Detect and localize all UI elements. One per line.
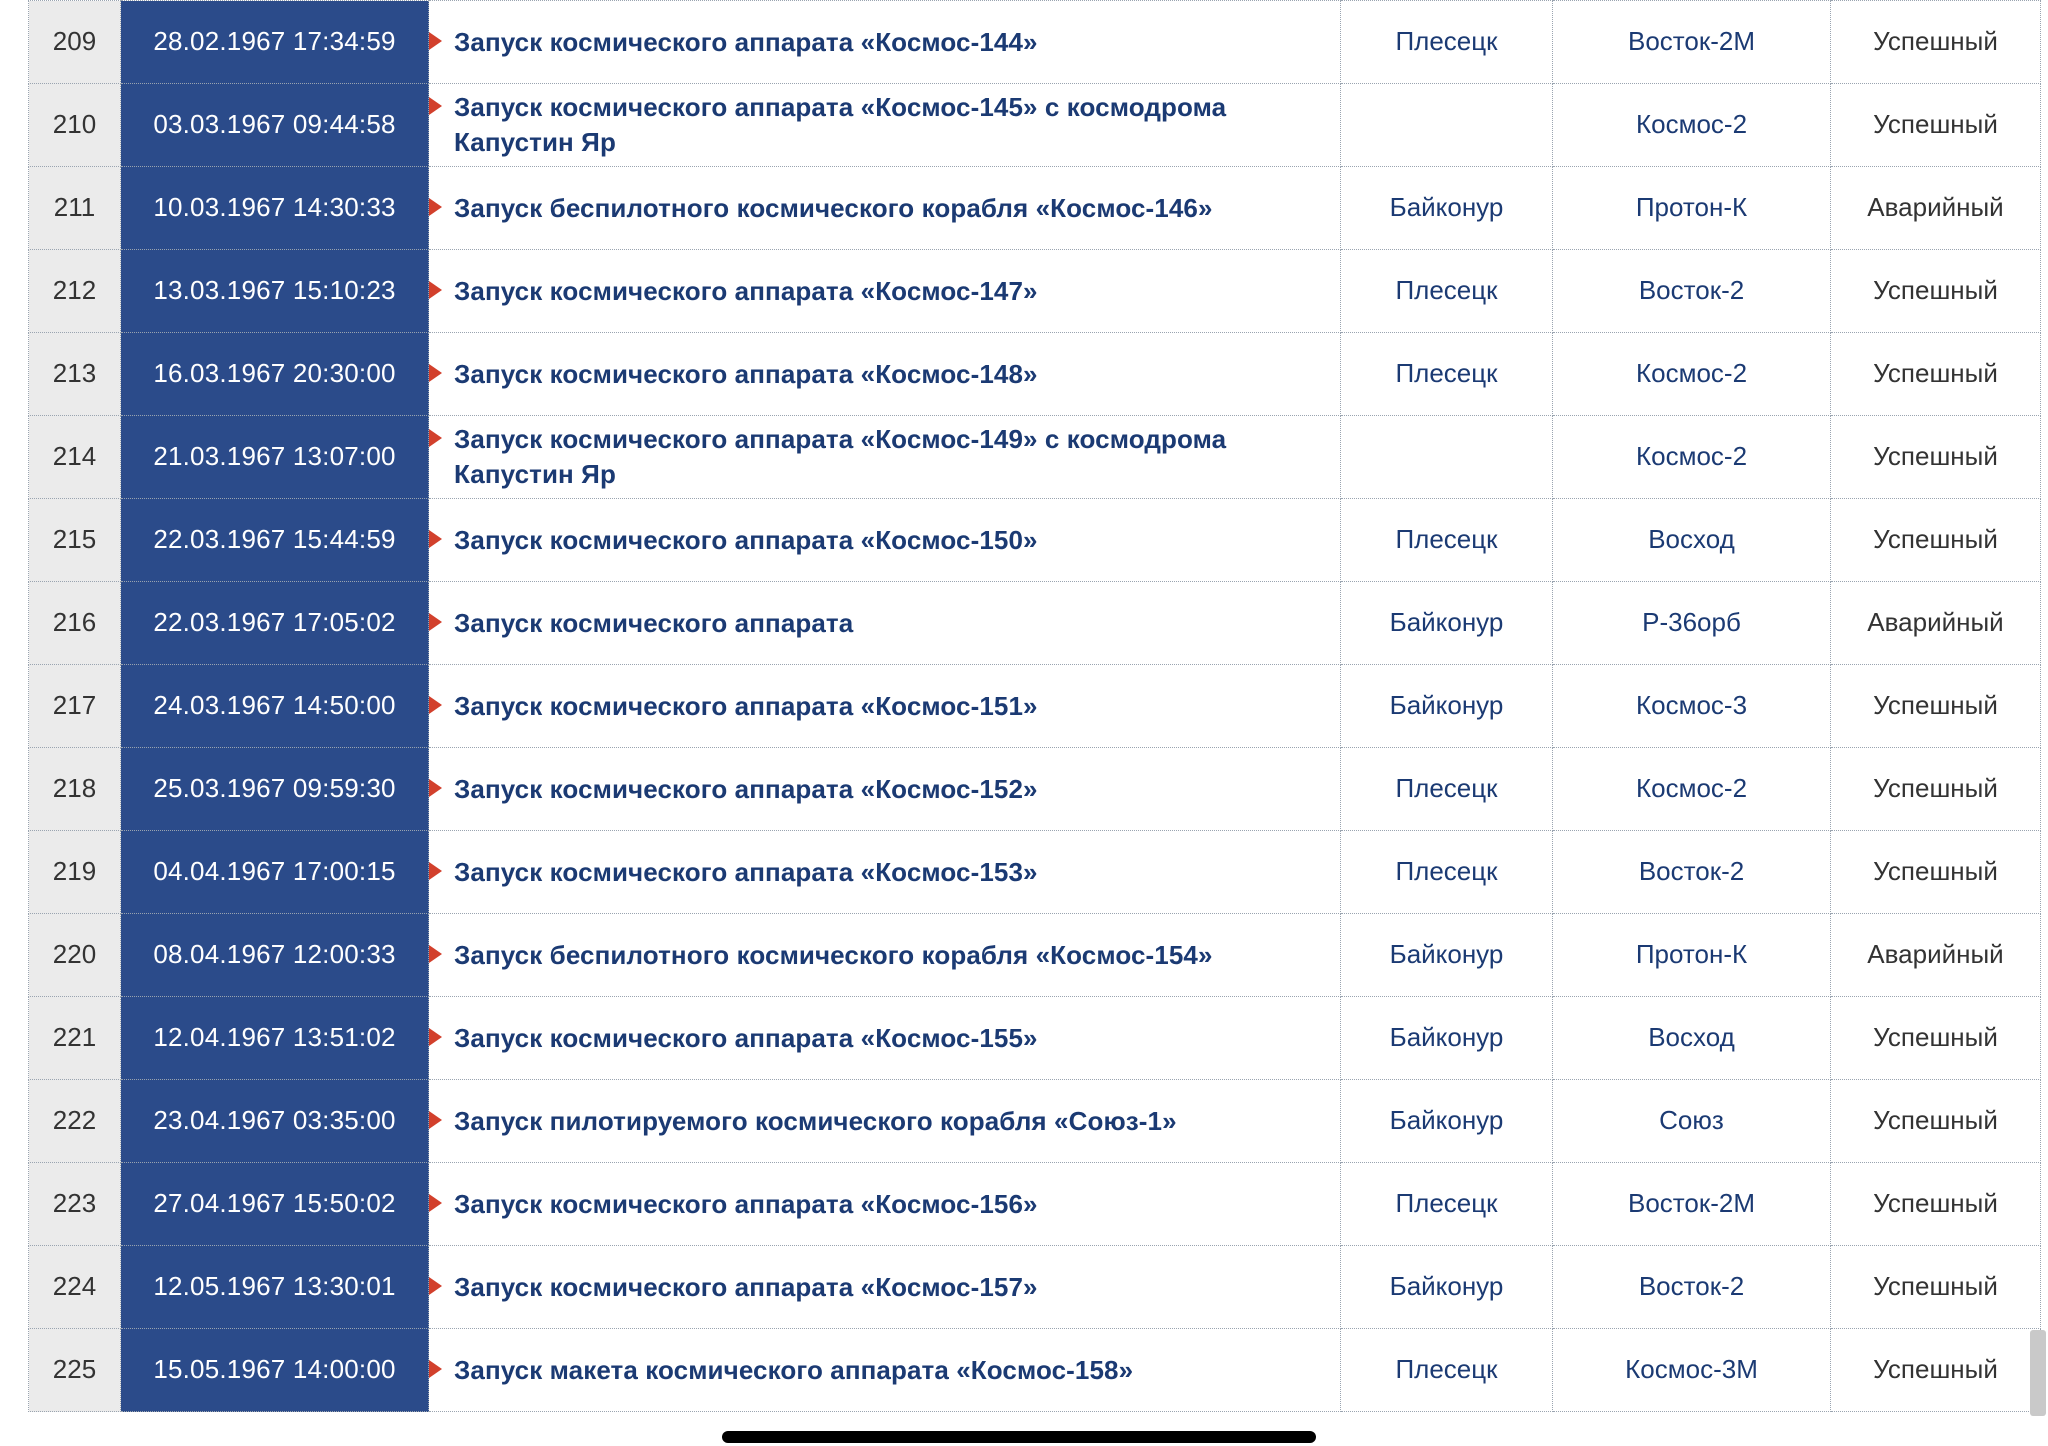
result-cell: Успешный [1831,1,2041,84]
rocket-cell[interactable]: Восход [1553,499,1831,582]
datetime-cell: 08.04.1967 12:00:33 [121,914,429,997]
event-link[interactable]: Запуск космического аппарата «Космос-156» [454,1188,1038,1219]
result-cell: Успешный [1831,997,2041,1080]
datetime-cell: 10.03.1967 14:30:33 [121,167,429,250]
rocket-cell[interactable]: Космос-3 [1553,665,1831,748]
triangle-bullet-icon [429,1028,442,1046]
rocket-cell[interactable]: Космос-2 [1553,748,1831,831]
event-cell [429,665,1341,748]
event-row-inner [429,1021,1340,1056]
result-cell: Аварийный [1831,167,2041,250]
datetime-cell: 03.03.1967 09:44:58 [121,84,429,167]
launch-site-cell[interactable]: Байконур [1341,582,1553,665]
event-link[interactable]: Запуск космического аппарата «Космос-152» [454,773,1038,804]
datetime-cell: 16.03.1967 20:30:00 [121,333,429,416]
result-cell: Успешный [1831,665,2041,748]
result-cell: Успешный [1831,1246,2041,1329]
triangle-bullet-icon [429,281,442,299]
row-number-cell: 212 [29,250,121,333]
event-row-inner [429,523,1340,558]
row-number-cell: 224 [29,1246,121,1329]
event-cell [429,914,1341,997]
datetime-cell: 22.03.1967 17:05:02 [121,582,429,665]
rocket-cell[interactable]: Восток-2 [1553,250,1831,333]
event-cell [429,1329,1341,1412]
event-cell [429,416,1341,499]
event-row-inner [429,90,1340,159]
result-cell: Успешный [1831,84,2041,167]
event-link[interactable]: Запуск космического аппарата «Космос-150» [454,524,1038,555]
table-row [29,167,2041,250]
event-row-inner [429,938,1340,973]
event-cell [429,167,1341,250]
row-number-cell: 217 [29,665,121,748]
result-cell: Успешный [1831,250,2041,333]
result-cell: Успешный [1831,748,2041,831]
table-row [29,1080,2041,1163]
row-number-cell: 211 [29,167,121,250]
horizontal-scrollbar[interactable] [0,1428,2048,1446]
event-cell [429,333,1341,416]
event-cell [429,831,1341,914]
launch-site-cell[interactable]: Плесецк [1341,333,1553,416]
event-cell [429,499,1341,582]
table-row [29,997,2041,1080]
table-row [29,333,2041,416]
datetime-cell: 13.03.1967 15:10:23 [121,250,429,333]
result-cell: Успешный [1831,499,2041,582]
datetime-cell: 04.04.1967 17:00:15 [121,831,429,914]
event-row-inner [429,1353,1340,1388]
row-number-cell: 216 [29,582,121,665]
result-cell: Аварийный [1831,582,2041,665]
rocket-cell[interactable]: Протон-К [1553,167,1831,250]
datetime-cell: 27.04.1967 15:50:02 [121,1163,429,1246]
launch-site-cell[interactable]: Плесецк [1341,250,1553,333]
event-link[interactable]: Запуск космического аппарата «Космос-145» с космодрома Капустин Яр [454,92,1227,157]
event-row-inner [429,772,1340,807]
table-row [29,831,2041,914]
launch-site-cell[interactable]: Байконур [1341,914,1553,997]
event-row-inner [429,422,1340,491]
launch-site-cell[interactable]: Плесецк [1341,1329,1553,1412]
table-row [29,499,2041,582]
triangle-bullet-icon [429,1111,442,1129]
triangle-bullet-icon [429,779,442,797]
rocket-cell[interactable]: Протон-К [1553,914,1831,997]
event-cell [429,1080,1341,1163]
table-row [29,1,2041,84]
event-link[interactable]: Запуск космического аппарата «Космос-144» [454,26,1038,57]
event-cell [429,582,1341,665]
launch-site-cell[interactable]: Плесецк [1341,1163,1553,1246]
table-row [29,1329,2041,1412]
launch-site-cell[interactable]: Байконур [1341,1246,1553,1329]
launch-site-cell[interactable]: Байконур [1341,167,1553,250]
table-row [29,665,2041,748]
triangle-bullet-icon [429,945,442,963]
rocket-cell[interactable]: Восток-2М [1553,1,1831,84]
row-number-cell: 225 [29,1329,121,1412]
event-link[interactable]: Запуск космического аппарата «Космос-155» [454,1022,1038,1053]
event-cell [429,250,1341,333]
triangle-bullet-icon [429,429,442,447]
result-cell: Успешный [1831,1163,2041,1246]
table-row [29,914,2041,997]
launch-site-cell[interactable] [1341,416,1553,499]
event-row-inner [429,357,1340,392]
event-row-inner [429,1270,1340,1305]
datetime-cell: 12.05.1967 13:30:01 [121,1246,429,1329]
rocket-cell[interactable]: Восход [1553,997,1831,1080]
event-link[interactable]: Запуск космического аппарата «Космос-149» с космодрома Капустин Яр [454,424,1227,489]
launch-events-table [28,0,2041,1412]
rocket-cell[interactable]: Р-36орб [1553,582,1831,665]
launch-site-cell[interactable]: Плесецк [1341,499,1553,582]
row-number-cell: 213 [29,333,121,416]
triangle-bullet-icon [429,613,442,631]
event-link[interactable]: Запуск пилотируемого космического корабля «Союз-1» [454,1105,1177,1136]
event-cell [429,1163,1341,1246]
event-row-inner [429,689,1340,724]
launch-site-cell[interactable]: Байконур [1341,1080,1553,1163]
launch-site-cell[interactable]: Плесецк [1341,748,1553,831]
launch-site-cell[interactable]: Байконур [1341,997,1553,1080]
result-cell: Успешный [1831,831,2041,914]
event-row-inner [429,191,1340,226]
event-link[interactable]: Запуск космического аппарата [454,607,854,638]
rocket-cell[interactable]: Союз [1553,1080,1831,1163]
row-number-cell: 222 [29,1080,121,1163]
row-number-cell: 220 [29,914,121,997]
event-row-inner [429,1187,1340,1222]
event-link[interactable]: Запуск космического аппарата «Космос-151» [454,690,1038,721]
launch-site-cell[interactable] [1341,84,1553,167]
event-cell [429,748,1341,831]
table-body [29,1,2041,1412]
triangle-bullet-icon [429,198,442,216]
datetime-cell: 24.03.1967 14:50:00 [121,665,429,748]
result-cell: Аварийный [1831,914,2041,997]
row-number-cell: 210 [29,84,121,167]
rocket-cell[interactable]: Восток-2М [1553,1163,1831,1246]
triangle-bullet-icon [429,364,442,382]
datetime-cell: 25.03.1967 09:59:30 [121,748,429,831]
launch-site-cell[interactable]: Плесецк [1341,831,1553,914]
table-row [29,84,2041,167]
result-cell: Успешный [1831,416,2041,499]
rocket-cell[interactable]: Восток-2 [1553,831,1831,914]
table-row [29,416,2041,499]
row-number-cell: 215 [29,499,121,582]
event-link[interactable]: Запуск космического аппарата «Космос-148» [454,358,1038,389]
rocket-cell[interactable]: Космос-3М [1553,1329,1831,1412]
table-row [29,582,2041,665]
triangle-bullet-icon [429,696,442,714]
event-row-inner [429,274,1340,309]
event-link[interactable]: Запуск беспилотного космического корабля «Космос-146» [454,192,1213,223]
event-link[interactable]: Запуск космического аппарата «Космос-157» [454,1271,1038,1302]
datetime-cell: 28.02.1967 17:34:59 [121,1,429,84]
result-cell: Успешный [1831,1080,2041,1163]
result-cell: Успешный [1831,1329,2041,1412]
datetime-cell: 23.04.1967 03:35:00 [121,1080,429,1163]
rocket-cell[interactable]: Восток-2 [1553,1246,1831,1329]
event-link[interactable]: Запуск космического аппарата «Космос-147» [454,275,1038,306]
event-link[interactable]: Запуск беспилотного космического корабля «Космос-154» [454,939,1213,970]
launch-site-cell[interactable]: Плесецк [1341,1,1553,84]
row-number-cell: 209 [29,1,121,84]
row-number-cell: 218 [29,748,121,831]
triangle-bullet-icon [429,1360,442,1378]
rocket-cell[interactable]: Космос-2 [1553,84,1831,167]
event-row-inner [429,606,1340,641]
rocket-cell[interactable]: Космос-2 [1553,416,1831,499]
table-row [29,748,2041,831]
event-row-inner [429,25,1340,60]
event-row-inner [429,855,1340,890]
event-link[interactable]: Запуск макета космического аппарата «Космос-158» [454,1354,1134,1385]
triangle-bullet-icon [429,862,442,880]
table-row [29,1163,2041,1246]
triangle-bullet-icon [429,1277,442,1295]
event-cell [429,1,1341,84]
result-cell: Успешный [1831,333,2041,416]
event-cell [429,997,1341,1080]
datetime-cell: 21.03.1967 13:07:00 [121,416,429,499]
row-number-cell: 223 [29,1163,121,1246]
triangle-bullet-icon [429,97,442,115]
datetime-cell: 22.03.1967 15:44:59 [121,499,429,582]
triangle-bullet-icon [429,32,442,50]
datetime-cell: 12.04.1967 13:51:02 [121,997,429,1080]
row-number-cell: 214 [29,416,121,499]
event-row-inner [429,1104,1340,1139]
triangle-bullet-icon [429,530,442,548]
table-row [29,1246,2041,1329]
launch-site-cell[interactable]: Байконур [1341,665,1553,748]
rocket-cell[interactable]: Космос-2 [1553,333,1831,416]
event-cell [429,84,1341,167]
event-link[interactable]: Запуск космического аппарата «Космос-153» [454,856,1038,887]
row-number-cell: 219 [29,831,121,914]
row-number-cell: 221 [29,997,121,1080]
horizontal-scrollbar-thumb[interactable] [722,1431,1316,1443]
datetime-cell: 15.05.1967 14:00:00 [121,1329,429,1412]
table-row [29,250,2041,333]
triangle-bullet-icon [429,1194,442,1212]
event-cell [429,1246,1341,1329]
vertical-scrollbar-thumb[interactable] [2030,1330,2046,1416]
